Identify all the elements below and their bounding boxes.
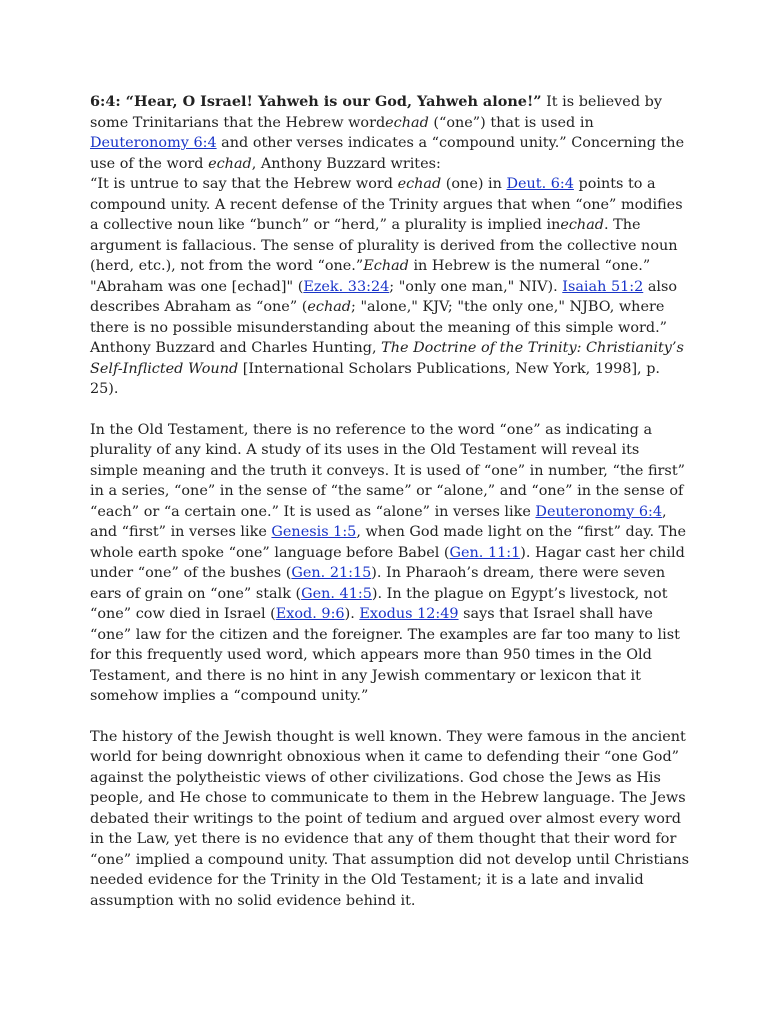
quote-run: ; "alone," KJV; "the only one," NJBO, where there is no possible misunderstanding about the meaning of this simple word.” Anthony Buzzard and Charles Hunting, — [90, 299, 668, 356]
quote-run: [International Scholars Publications, New York, 1998], p. 25). — [90, 360, 660, 397]
quote-run: also describes Abraham as “one” ( — [90, 278, 678, 315]
term-echad: echad — [385, 114, 429, 131]
text-run: , when God made light on the “first” day. The whole earth spoke “one” language before Babel ( — [90, 524, 687, 561]
link-gen-21-15[interactable]: Gen. 21:15 — [291, 565, 372, 581]
link-genesis-1-5[interactable]: Genesis 1:5 — [271, 524, 357, 540]
paragraph-jewish-history: The history of the Jewish thought is well known. They were famous in the ancient world for being downright obnoxious when it came to defending their “one God” against the polytheistic views of other civilizations. God chose the Jews as His people, and He chose to communicate to them in the Hebrew language. The Jews debated their writings to the point of tedium and argued over almost every word in the Law, yet there is no evidence that any of them thought that their word for “one” implied a compound unity. That assumption did not develop until Christians needed evidence for the Trinity in the Old Testament; it is a late and invalid assumption with no solid evidence behind it. — [90, 728, 690, 909]
link-exod-9-6[interactable]: Exod. 9:6 — [275, 606, 345, 622]
quote-run: in Hebrew is the numeral “one.” "Abraham was one [echad]" ( — [90, 258, 651, 295]
text-run: , Anthony Buzzard writes: — [251, 155, 441, 172]
quote-run: ; "only one man," NIV). — [389, 278, 563, 295]
document-body — [90, 92, 690, 931]
paragraph-old-testament — [90, 420, 690, 707]
verse-quote: “Hear, O Israel! Yahweh is our God, Yahweh alone!” — [125, 93, 542, 110]
paragraph-verse-discussion — [90, 92, 690, 400]
link-ezek-33-24[interactable]: Ezek. 33:24 — [303, 278, 390, 295]
link-deuteronomy-6-4[interactable]: Deuteronomy 6:4 — [535, 503, 663, 520]
verse-reference: 6:4: — [90, 93, 126, 110]
quote-run: . The argument is fallacious. The sense of plurality is derived from the collective noun (herd, etc.), not from the word “one.” — [90, 217, 678, 274]
text-run: ). In the plague on Egypt’s livestock, not “one” cow died in Israel ( — [90, 585, 668, 622]
link-gen-41-5[interactable]: Gen. 41:5 — [301, 585, 372, 602]
term-echad: echad — [560, 217, 604, 233]
term-echad: echad — [208, 155, 252, 172]
quote-run: (one) in — [441, 176, 507, 192]
text-run: , and “first” in verses like — [90, 503, 667, 540]
link-gen-11-1[interactable]: Gen. 11:1 — [449, 544, 521, 561]
text-run: In the Old Testament, there is no reference to the word “one” as indicating a plurality of any kind. A study of its uses in the Old Testament will reveal its simple meaning and the truth it conveys. It is used of “one” in number, “the first” in a series, “one” in the sense of “the same” or “alone,” and “one” in the sense of “each” or “a certain one.” It is used as “alone” in verses like — [90, 421, 685, 520]
text-run: It is believed by some Trinitarians that the Hebrew word — [90, 94, 662, 131]
quote-run: points to a compound unity. A recent defense of the Trinity argues that when “one” modifies a collective noun like “bunch” or “herd,” a plurality is implied in — [90, 176, 683, 233]
text-run: and other verses indicates a “compound unity.” Concerning the use of the word — [90, 135, 685, 172]
link-exodus-12-49[interactable]: Exodus 12:49 — [359, 606, 459, 622]
link-isaiah-51-2[interactable]: Isaiah 51:2 — [562, 278, 644, 295]
text-run: ). Hagar cast her child under “one” of the bushes ( — [90, 544, 685, 581]
text-run: ). — [344, 606, 360, 622]
term-echad: echad — [397, 176, 442, 192]
book-title: The Doctrine of the Trinity: Christianity’s Self-Inflicted Wound — [90, 340, 684, 377]
term-echad: echad — [307, 299, 352, 315]
term-echad: Echad — [363, 258, 409, 274]
text-run: ). In Pharaoh’s dream, there were seven ears of grain on “one” stalk ( — [90, 565, 666, 602]
link-deuteronomy-6-4[interactable]: Deuteronomy 6:4 — [90, 135, 217, 151]
link-deut-6-4[interactable]: Deut. 6:4 — [506, 176, 574, 192]
text-run: (“one”) that is used in — [428, 114, 594, 131]
text-run: says that Israel shall have “one” law for the citizen and the foreigner. The examples are far too many to list for this frequently used word, which appears more than 950 times in the Old Testament, and there is no hint in any Jewish commentary or lexicon that it somehow implies a “compound unity.” — [90, 606, 680, 704]
quote-run: “It is untrue to say that the Hebrew word — [90, 176, 398, 192]
